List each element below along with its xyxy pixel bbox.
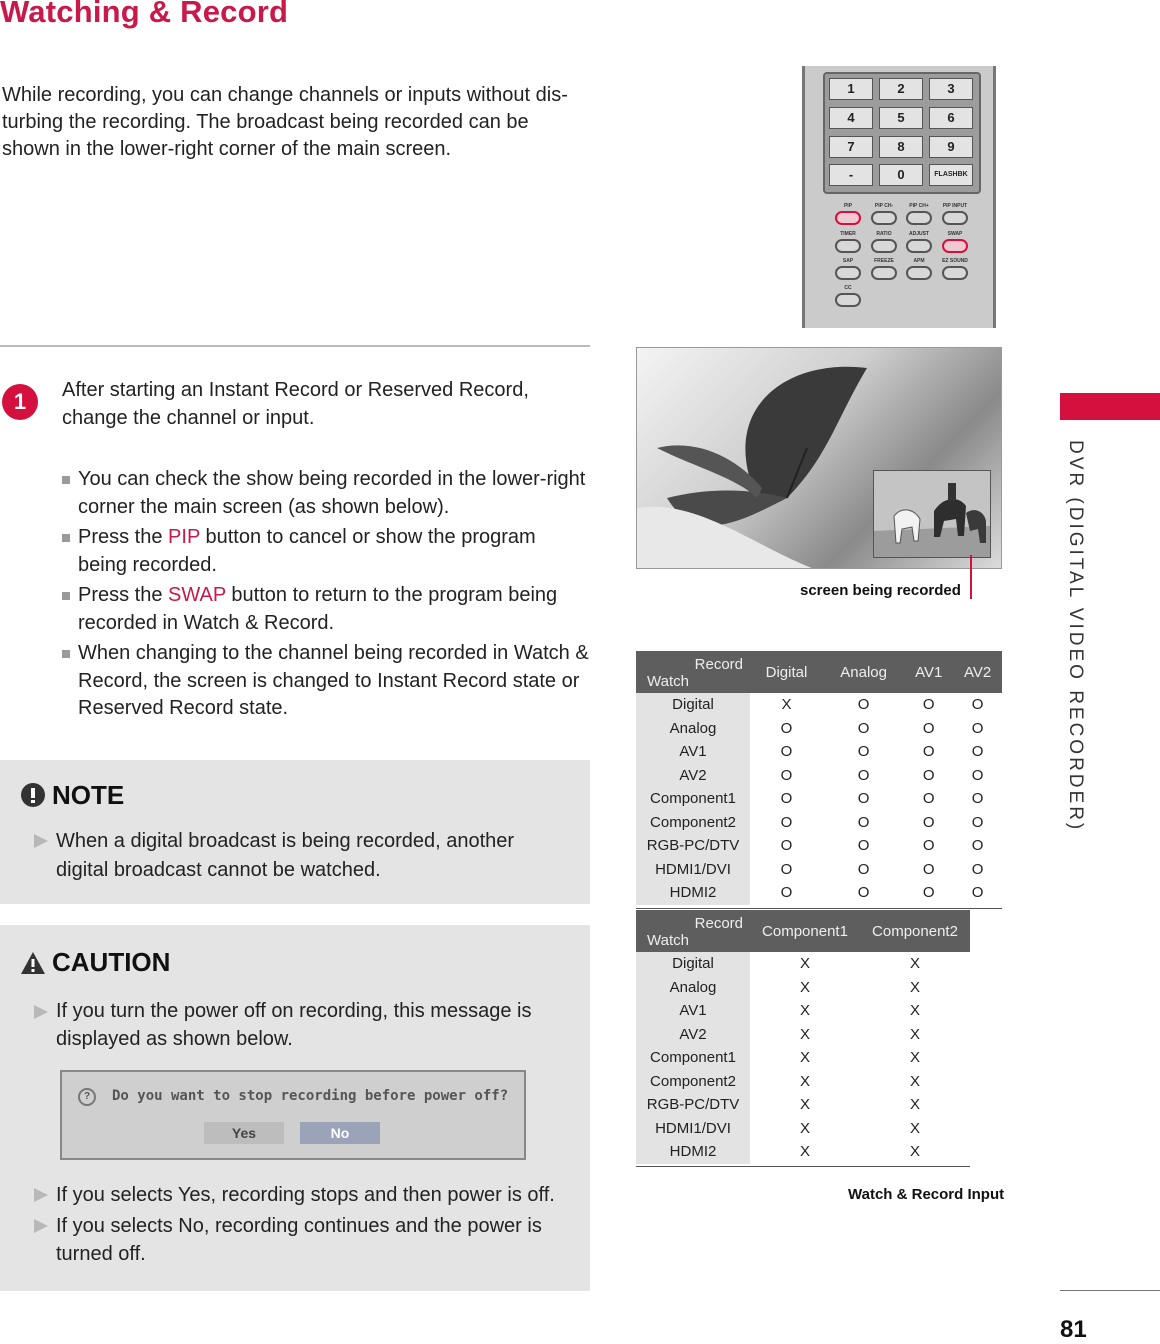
table-cell: O bbox=[922, 860, 935, 878]
remote-control-illustration bbox=[802, 66, 996, 328]
button-label: SAP bbox=[842, 258, 854, 264]
pointer-arrow-icon bbox=[34, 834, 48, 848]
table-cell: O bbox=[780, 743, 793, 761]
table-row bbox=[636, 1023, 970, 1047]
row-label: Analog bbox=[636, 717, 750, 741]
table-row bbox=[636, 976, 970, 1000]
table-cell: O bbox=[922, 837, 935, 855]
table-body bbox=[636, 952, 970, 1164]
button-label: CC bbox=[844, 285, 852, 291]
pip-button-icon bbox=[835, 211, 861, 225]
table-cell: O bbox=[780, 719, 793, 737]
key-0: 0 bbox=[879, 164, 923, 186]
table-cell: X bbox=[909, 1025, 920, 1043]
table-cell: O bbox=[780, 860, 793, 878]
table-cell: X bbox=[799, 1025, 810, 1043]
key-6: 6 bbox=[929, 107, 973, 129]
bullet-text: Press the bbox=[78, 584, 169, 606]
table-row bbox=[636, 1117, 970, 1141]
row-label: AV1 bbox=[636, 999, 750, 1023]
table-cell: X bbox=[909, 1119, 920, 1137]
row-label: Digital bbox=[636, 952, 750, 976]
table-cell: O bbox=[857, 743, 870, 761]
button-label: PIP INPUT bbox=[942, 203, 968, 209]
key-flashbk: FLASHBK bbox=[929, 164, 973, 186]
row-label: HDMI1/DVI bbox=[636, 858, 750, 882]
table-cell: X bbox=[909, 1002, 920, 1020]
table-row bbox=[636, 693, 1002, 717]
pointer-arrow-icon bbox=[34, 1188, 48, 1202]
bullet-item bbox=[62, 466, 590, 521]
main-screen-image bbox=[636, 347, 1002, 569]
note-heading bbox=[20, 780, 124, 815]
table-cell: X bbox=[909, 1072, 920, 1090]
table-caption: Watch & Record Input bbox=[848, 1186, 1005, 1203]
table-rule bbox=[636, 1166, 970, 1167]
table-cell: O bbox=[971, 813, 984, 831]
table-cell: X bbox=[799, 1002, 810, 1020]
step-line: After starting an Instant Record or Reserved Record, bbox=[62, 379, 529, 401]
question-icon: ? bbox=[78, 1088, 96, 1106]
row-label: RGB-PC/DTV bbox=[636, 834, 750, 858]
corner-record-label: Record bbox=[694, 656, 743, 673]
row-label: HDMI2 bbox=[636, 1140, 750, 1164]
pip-recorded-screen bbox=[873, 470, 991, 558]
table-cell: X bbox=[799, 1119, 810, 1137]
table-cell: O bbox=[971, 790, 984, 808]
key-1: 1 bbox=[829, 78, 873, 100]
row-label: RGB-PC/DTV bbox=[636, 1093, 750, 1117]
table-cell: O bbox=[971, 696, 984, 714]
table-cell: O bbox=[780, 813, 793, 831]
table-cell: O bbox=[922, 696, 935, 714]
table-cell: O bbox=[780, 884, 793, 902]
corner-record-label: Record bbox=[694, 915, 743, 932]
table-row bbox=[636, 717, 1002, 741]
table-cell: O bbox=[971, 766, 984, 784]
watch-record-table-1 bbox=[636, 651, 1002, 905]
intro-paragraph bbox=[2, 82, 592, 163]
step-number-badge: 1 bbox=[2, 384, 38, 420]
number-keypad bbox=[823, 72, 981, 194]
table-cell: X bbox=[909, 1096, 920, 1114]
button-label: APM bbox=[913, 258, 925, 264]
row-label: AV2 bbox=[636, 764, 750, 788]
table-cell: X bbox=[799, 1143, 810, 1161]
table-row bbox=[636, 1070, 970, 1094]
table-row bbox=[636, 1046, 970, 1070]
bullet-item bbox=[62, 640, 590, 723]
key-5: 5 bbox=[879, 107, 923, 129]
intro-line: While recording, you can change channels or inputs without dis- bbox=[2, 84, 568, 106]
note-heading-text: NOTE bbox=[52, 780, 125, 810]
freeze-button-icon bbox=[871, 266, 897, 280]
row-label: HDMI2 bbox=[636, 881, 750, 905]
table-cell: O bbox=[922, 743, 935, 761]
table-cell: X bbox=[799, 1096, 810, 1114]
key-dash: - bbox=[829, 164, 873, 186]
table-cell: O bbox=[780, 837, 793, 855]
button-label: EZ SOUND bbox=[942, 258, 968, 264]
column-header: Digital bbox=[750, 651, 823, 693]
intro-line: turbing the recording. The broadcast being recorded can be bbox=[2, 111, 529, 133]
pointer-arrow-icon bbox=[34, 1219, 48, 1233]
bullet-list bbox=[62, 466, 590, 726]
table-cell: O bbox=[857, 837, 870, 855]
row-label: Component1 bbox=[636, 1046, 750, 1070]
note-icon bbox=[20, 782, 46, 815]
table-cell: O bbox=[971, 860, 984, 878]
warning-triangle-icon bbox=[20, 951, 46, 982]
table-row bbox=[636, 764, 1002, 788]
table-cell: X bbox=[909, 978, 920, 996]
swap-key-label: SWAP bbox=[168, 584, 226, 606]
table-row bbox=[636, 1140, 970, 1164]
intro-line: shown in the lower-right corner of the main screen. bbox=[2, 138, 452, 160]
button-label: FREEZE bbox=[874, 258, 894, 264]
bullet-text: You can check the show being recorded in the lower-right corner the main screen (as shown below). bbox=[78, 468, 586, 518]
table-cell: O bbox=[857, 696, 870, 714]
table-row bbox=[636, 999, 970, 1023]
table-body bbox=[636, 693, 1002, 905]
cc-button-icon bbox=[835, 293, 861, 307]
row-label: HDMI1/DVI bbox=[636, 1117, 750, 1141]
button-label: RATIO bbox=[876, 231, 892, 237]
table-cell: O bbox=[780, 790, 793, 808]
button-label: SWAP bbox=[947, 231, 963, 237]
row-label: Analog bbox=[636, 976, 750, 1000]
button-label: ADJUST bbox=[908, 231, 929, 237]
bullet-item bbox=[62, 524, 590, 579]
table-cell: O bbox=[922, 766, 935, 784]
note-box bbox=[0, 760, 590, 904]
sap-button-icon bbox=[835, 266, 861, 280]
pip-ch-minus-button-icon bbox=[871, 211, 897, 225]
ez-sound-button-icon bbox=[942, 266, 968, 280]
column-header: Component2 bbox=[860, 910, 970, 952]
adjust-button-icon bbox=[906, 239, 932, 253]
corner-watch-label: Watch bbox=[647, 932, 689, 949]
button-label: PIP bbox=[843, 203, 853, 209]
row-label: Digital bbox=[636, 693, 750, 717]
key-7: 7 bbox=[829, 136, 873, 158]
table-row bbox=[636, 787, 1002, 811]
column-header: AV2 bbox=[953, 651, 1002, 693]
pip-input-button-icon bbox=[942, 211, 968, 225]
corner-watch-label: Watch bbox=[647, 673, 689, 690]
key-9: 9 bbox=[929, 136, 973, 158]
column-header: Component1 bbox=[750, 910, 860, 952]
table-row bbox=[636, 834, 1002, 858]
table-row bbox=[636, 858, 1002, 882]
key-4: 4 bbox=[829, 107, 873, 129]
yes-button[interactable]: Yes bbox=[204, 1122, 284, 1144]
table-cell: X bbox=[781, 696, 792, 714]
divider bbox=[0, 345, 590, 347]
table-cell: O bbox=[857, 719, 870, 737]
callout-line bbox=[970, 555, 972, 599]
page-number-rule bbox=[1060, 1290, 1160, 1291]
dialog-question: Do you want to stop recording before power off? bbox=[112, 1088, 509, 1104]
table-row bbox=[636, 1093, 970, 1117]
table-cell: O bbox=[857, 766, 870, 784]
no-button[interactable]: No bbox=[300, 1122, 380, 1144]
pointer-arrow-icon bbox=[34, 1005, 48, 1019]
caution-text: If you turn the power off on recording, this message is displayed as shown below. bbox=[56, 1000, 532, 1050]
row-label: Component2 bbox=[636, 811, 750, 835]
bullet-text: When changing to the channel being recorded in Watch & Record, the screen is changed to Instant Record state or Reserved Record state. bbox=[78, 642, 589, 719]
table-cell: O bbox=[780, 766, 793, 784]
table-cell: O bbox=[971, 884, 984, 902]
table-corner-header bbox=[636, 910, 750, 952]
table-cell: O bbox=[971, 719, 984, 737]
bullet-text: Press the bbox=[78, 526, 169, 548]
ratio-button-icon bbox=[871, 239, 897, 253]
key-2: 2 bbox=[879, 78, 923, 100]
table-cell: X bbox=[799, 1049, 810, 1067]
apm-button-icon bbox=[906, 266, 932, 280]
step-text bbox=[62, 376, 582, 432]
bullet-square-icon bbox=[62, 534, 70, 542]
table-cell: O bbox=[922, 884, 935, 902]
figure-caption: screen being recorded bbox=[800, 582, 961, 599]
caution-heading bbox=[20, 947, 170, 982]
table-cell: X bbox=[799, 978, 810, 996]
table-cell: O bbox=[857, 790, 870, 808]
bullet-square-icon bbox=[62, 650, 70, 658]
timer-button-icon bbox=[835, 239, 861, 253]
pip-key-label: PIP bbox=[168, 526, 200, 548]
table-cell: X bbox=[909, 1143, 920, 1161]
page-title: Watching & Record bbox=[0, 0, 289, 29]
table-cell: O bbox=[922, 719, 935, 737]
table-rule bbox=[636, 908, 1002, 909]
bullet-square-icon bbox=[62, 476, 70, 484]
table-corner-header bbox=[636, 651, 750, 693]
button-label: TIMER bbox=[840, 231, 856, 237]
bullet-text: button to cancel or show the program being recorded. bbox=[78, 526, 536, 576]
row-label: Component2 bbox=[636, 1070, 750, 1094]
key-3: 3 bbox=[929, 78, 973, 100]
table-cell: O bbox=[922, 790, 935, 808]
table-row bbox=[636, 811, 1002, 835]
table-cell: O bbox=[857, 813, 870, 831]
caution-text: If you selects Yes, recording stops and then power is off. bbox=[56, 1184, 555, 1206]
note-text: When a digital broadcast is being recorded, another digital broadcast cannot be watched. bbox=[56, 830, 515, 881]
section-tab-bar bbox=[1060, 393, 1160, 420]
bullet-square-icon bbox=[62, 592, 70, 600]
table-cell: X bbox=[799, 1072, 810, 1090]
button-label: PIP CH- bbox=[874, 203, 894, 209]
step-line: change the channel or input. bbox=[62, 407, 315, 429]
table-cell: O bbox=[922, 813, 935, 831]
caution-heading-text: CAUTION bbox=[52, 947, 171, 977]
row-label: AV2 bbox=[636, 1023, 750, 1047]
column-header: Analog bbox=[823, 651, 904, 693]
key-8: 8 bbox=[879, 136, 923, 158]
table-row bbox=[636, 740, 1002, 764]
table-cell: O bbox=[857, 860, 870, 878]
table-cell: X bbox=[909, 1049, 920, 1067]
bullet-item bbox=[62, 582, 590, 637]
table-row bbox=[636, 881, 1002, 905]
watch-record-table-2 bbox=[636, 910, 970, 1164]
table-cell: X bbox=[909, 955, 920, 973]
bullet-text: button to return to the program being recorded in Watch & Record. bbox=[78, 584, 558, 634]
button-label: PIP CH+ bbox=[909, 203, 929, 209]
row-label: Component1 bbox=[636, 787, 750, 811]
table-cell: X bbox=[799, 955, 810, 973]
swap-button-icon bbox=[942, 239, 968, 253]
section-tab-label: DVR (DIGITAL VIDEO RECORDER) bbox=[1065, 440, 1086, 833]
page-number: 81 bbox=[1060, 1316, 1087, 1343]
table-cell: O bbox=[971, 837, 984, 855]
table-row bbox=[636, 952, 970, 976]
power-off-dialog bbox=[60, 1070, 526, 1160]
pip-ch-plus-button-icon bbox=[906, 211, 932, 225]
row-label: AV1 bbox=[636, 740, 750, 764]
column-header: AV1 bbox=[904, 651, 953, 693]
horses-illustration bbox=[874, 471, 990, 557]
caution-text: If you selects No, recording continues and the power is turned off. bbox=[56, 1215, 542, 1265]
table-cell: O bbox=[971, 743, 984, 761]
table-cell: O bbox=[857, 884, 870, 902]
